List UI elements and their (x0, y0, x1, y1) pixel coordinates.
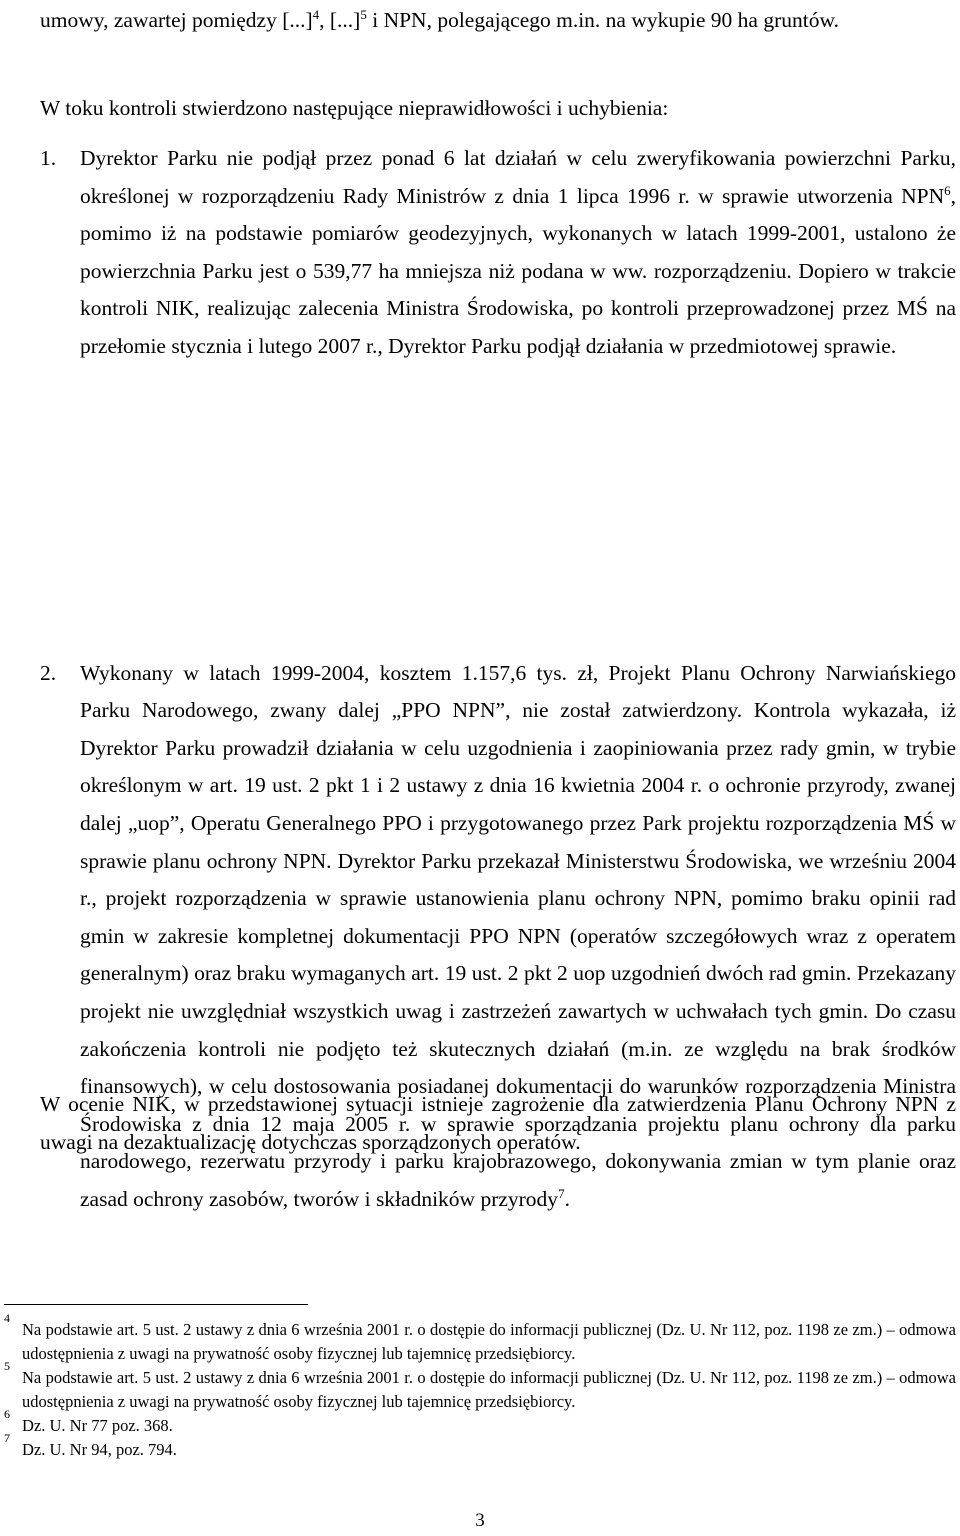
finding-2-number: 2. (40, 660, 57, 685)
footnote-6-text: Dz. U. Nr 77 poz. 368. (22, 1416, 173, 1435)
finding-1-text-cont: , pomimo iż na podstawie pomiarów geodezyjnych, wykonanych w latach 1999-2001, ustalono że powierzchnia Parku jest o 539,77 ha mniejsza niż podana w ww. rozporządzeniu. Dopiero w trakcie kontroli NIK, realizując zalecenia Ministra Środowiska, po kontroli przeprowadzonej przez MŚ na przełomie stycznia i lutego 2007 r., Dyrektor Parku podjął działania w przedmiotowej sprawie. (80, 183, 956, 358)
intro-text-end: i NPN, polegającego m.in. na wykupie 90 ha gruntów. (366, 8, 839, 32)
footnote-ref-6[interactable]: 6 (944, 182, 951, 198)
footnote-4 (4, 1311, 956, 1366)
finding-2-text: Wykonany w latach 1999-2004, kosztem 1.157,6 tys. zł, Projekt Planu Ochrony Narwiańskiego Parku Narodowego, zwany dalej „PPO NPN”, nie został zatwierdzony. Kontrola wykazała, iż Dyrektor Parku prowadził działania w celu uzgodnienia i zaopiniowania przez rady gmin, w trybie określonym w art. 19 ust. 2 pkt 1 i 2 ustawy z dnia 16 kwietnia 2004 r. o ochronie przyrody, zwanej dalej „uop”, Operatu Generalnego PPO i przygotowanego przez Park projektu rozporządzenia MŚ w sprawie planu ochrony NPN. Dyrektor Parku przekazał Ministerstwu Środowiska, we wrześniu 2004 r., projekt rozporządzenia w sprawie ustanowienia planu ochrony NPN, pomimo braku opinii rad gmin w zakresie kompletnej dokumentacji PPO NPN (operatów szczegółowych wraz z operatem generalnym) oraz braku wymaganych art. 19 ust. 2 pkt 2 uop uzgodnień dwóch rad gmin. Przekazany projekt nie uwzględniał wszystkich uwag i zastrzeżeń zawartych w uchwałach tych gmin. Do czasu zakończenia kontroli nie podjęto też skutecznych działań (m.in. ze względu na brak środków finansowych), w celu dostosowania posiadanej dokumentacji do warunków rozporządzenia Ministra Środowiska z dnia 12 maja 2005 r. w sprawie sporządzania projektu planu ochrony dla parku narodowego, rezerwatu przyrody i parku krajobrazowego, dokonywania zmian w tym planie oraz zasad ochrony zasobów, tworów i składników przyrody (80, 660, 956, 1211)
footnote-ref-5[interactable]: 5 (360, 6, 367, 22)
intro-text: umowy, zawartej pomiędzy [...] (40, 8, 313, 32)
findings-intro: W toku kontroli stwierdzono następujące nieprawidłowości i uchybienia: (40, 96, 669, 120)
footnote-6-number: 6 (4, 1407, 10, 1421)
footnote-ref-7[interactable]: 7 (558, 1185, 565, 1201)
footnote-ref-4[interactable]: 4 (312, 6, 320, 22)
footnote-5-number: 5 (4, 1359, 10, 1373)
footnote-separator (4, 1304, 308, 1305)
footnote-7-text: Dz. U. Nr 94, poz. 794. (22, 1440, 177, 1459)
intro-paragraph (40, 2, 956, 40)
footnote-6 (4, 1407, 956, 1438)
page-number: 3 (475, 1510, 485, 1531)
footnote-5-text: Na podstawie art. 5 ust. 2 ustawy z dnia 6 września 2001 r. o dostępie do informacji publicznej (Dz. U. Nr 112, poz. 1198 ze zm.) – odmowa udostępnienia z uwagi na prywatność osoby fizycznej lub tajemnicę przedsiębiorcy. (22, 1368, 956, 1411)
footnote-7-number: 7 (4, 1431, 10, 1445)
finding-1-number: 1. (40, 146, 57, 170)
footnote-7 (4, 1431, 956, 1462)
finding-1-text: Dyrektor Parku nie podjął przez ponad 6 lat działań w celu zweryfikowania powierzchni Parku, określonej w rozporządzeniu Rady Ministrów z dnia 1 lipca 1996 r. w sprawie utworzenia NPN (80, 146, 956, 208)
footnote-4-text: Na podstawie art. 5 ust. 2 ustawy z dnia 6 września 2001 r. o dostępie do informacji publicznej (Dz. U. Nr 112, poz. 1198 ze zm.) – odmowa udostępnienia z uwagi na prywatność osoby fizycznej lub tajemnicę przedsiębiorcy. (22, 1320, 956, 1363)
footnote-4-number: 4 (4, 1311, 10, 1325)
nik-assessment: W ocenie NIK, w przedstawionej sytuacji istnieje zagrożenie dla zatwierdzenia Planu Ochrony NPN z uwagi na dezaktualizację dotychczas sporządzonych operatów. (40, 1092, 956, 1154)
intro-text-cont: , [...] (319, 8, 361, 32)
finding-2-text-cont: . (564, 1186, 570, 1211)
footnote-5 (4, 1359, 956, 1414)
finding-1 (40, 140, 956, 366)
footnotes (4, 1311, 956, 1462)
